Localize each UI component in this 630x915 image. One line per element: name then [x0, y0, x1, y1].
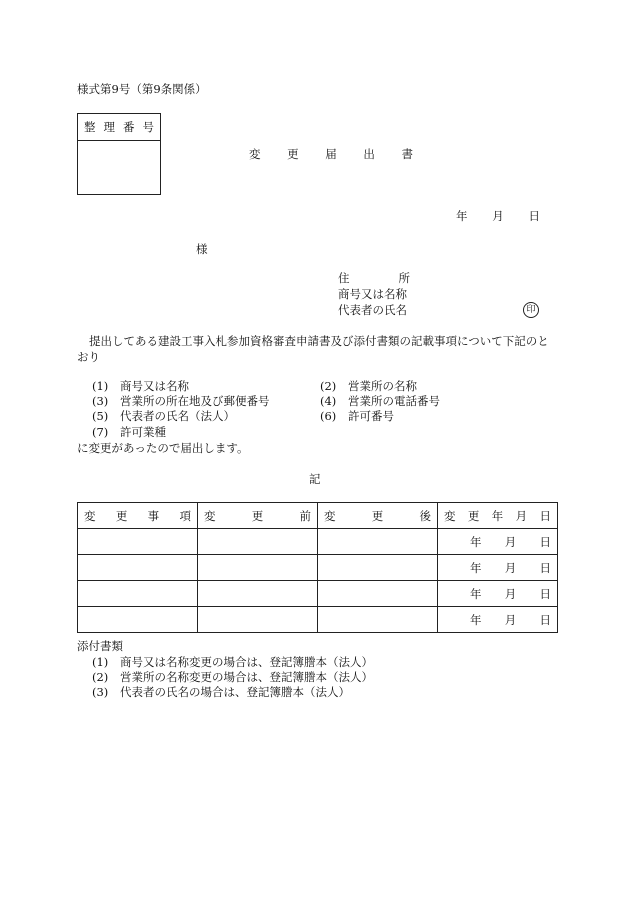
header-char: 年: [491, 508, 504, 523]
change-date-cell[interactable]: [438, 607, 558, 633]
attachment-item: [92, 657, 373, 669]
header-char: 変: [444, 508, 456, 523]
item-text: 許可番号: [348, 409, 394, 423]
list-item: [92, 381, 189, 393]
table-row: [78, 555, 558, 581]
date-day: 日: [539, 612, 551, 627]
change-item-cell[interactable]: [78, 607, 198, 633]
closing-sentence: に変更があったので届出します。: [77, 441, 249, 455]
reference-number-label: [78, 114, 160, 141]
attachment-number: (1): [92, 655, 109, 669]
before-change-cell[interactable]: [198, 607, 318, 633]
header-char: 項: [179, 508, 191, 523]
date-month: 月: [492, 209, 504, 223]
item-number: (6): [320, 409, 337, 423]
header-char: 更: [115, 508, 128, 523]
seal-mark: 印: [523, 302, 539, 318]
after-change-cell[interactable]: [318, 581, 438, 607]
date-day: 日: [528, 209, 540, 223]
header-change-date: [438, 503, 558, 529]
date-day: 日: [539, 534, 551, 549]
attachment-number: (3): [92, 685, 109, 699]
applicant-representative-label: 代表者の氏名: [338, 303, 407, 317]
title-char: 書: [401, 147, 413, 161]
applicant-trade-name-label: 商号又は名称: [338, 287, 407, 301]
item-text: 営業所の電話番号: [348, 394, 440, 408]
attachment-item: [92, 687, 350, 699]
item-text: 許可業種: [120, 425, 166, 439]
header-char: 変: [84, 508, 96, 523]
document-title: [249, 149, 413, 161]
table-row: [78, 529, 558, 555]
header-before-change: [198, 503, 318, 529]
table-row: [78, 581, 558, 607]
date-month: 月: [504, 534, 517, 549]
list-item: [92, 396, 270, 408]
item-text: 商号又は名称: [120, 379, 189, 393]
header-char: 日: [539, 508, 551, 523]
header-char: 更: [371, 508, 384, 523]
attachments-title: 添付書類: [77, 639, 123, 653]
date-year: 年: [470, 560, 482, 575]
ref-char: 理: [103, 120, 115, 134]
form-number: 様式第9号（第9条関係）: [77, 82, 207, 96]
change-table: [77, 502, 558, 633]
intro-paragraph: 提出してある建設工事入札参加資格審査申請書及び添付書類の記載事項について下記のとおり: [77, 334, 549, 364]
item-number: (7): [92, 425, 109, 439]
after-change-cell[interactable]: [318, 607, 438, 633]
attachment-text: 商号又は名称変更の場合は、登記簿謄本（法人）: [120, 655, 373, 669]
change-item-cell[interactable]: [78, 581, 198, 607]
date-year: 年: [470, 612, 482, 627]
change-date-cell[interactable]: [438, 555, 558, 581]
item-text: 代表者の氏名（法人）: [120, 409, 235, 423]
header-char: 更: [467, 508, 480, 523]
header-char: 前: [299, 508, 311, 523]
ref-char: 整: [84, 120, 96, 134]
date-year: 年: [456, 209, 468, 223]
date-day: 日: [539, 586, 551, 601]
attachment-number: (2): [92, 670, 109, 684]
reference-number-box: [77, 113, 161, 195]
ref-char: 号: [142, 120, 154, 134]
applicant-address-label: [338, 273, 410, 285]
date-month: 月: [504, 560, 517, 575]
after-change-cell[interactable]: [318, 529, 438, 555]
header-char: 事: [147, 508, 160, 523]
date-year: 年: [470, 534, 482, 549]
attachment-text: 営業所の名称変更の場合は、登記簿謄本（法人）: [120, 670, 373, 684]
header-char: 後: [419, 508, 431, 523]
list-item: [92, 411, 235, 423]
header-after-change: [318, 503, 438, 529]
address-char: 住: [338, 271, 350, 285]
title-char: 更: [287, 147, 299, 161]
title-char: 出: [363, 147, 375, 161]
ki-heading: 記: [309, 472, 321, 486]
addressee-suffix: 様: [196, 242, 208, 256]
address-char: 所: [398, 271, 410, 285]
item-number: (5): [92, 409, 109, 423]
header-char: 変: [204, 508, 216, 523]
attachment-text: 代表者の氏名の場合は、登記簿謄本（法人）: [120, 685, 350, 699]
item-number: (2): [320, 379, 337, 393]
reference-number-field[interactable]: [78, 141, 160, 194]
ref-char: 番: [123, 120, 135, 134]
change-date-cell[interactable]: [438, 581, 558, 607]
date-month: 月: [504, 586, 517, 601]
date-year: 年: [470, 586, 482, 601]
title-char: 届: [325, 147, 337, 161]
date-line: [456, 211, 540, 223]
list-item: [320, 396, 440, 408]
item-number: (4): [320, 394, 337, 408]
change-item-cell[interactable]: [78, 529, 198, 555]
before-change-cell[interactable]: [198, 529, 318, 555]
list-item: [320, 411, 394, 423]
date-day: 日: [539, 560, 551, 575]
item-number: (3): [92, 394, 109, 408]
change-item-cell[interactable]: [78, 555, 198, 581]
after-change-cell[interactable]: [318, 555, 438, 581]
header-char: 更: [251, 508, 264, 523]
list-item: [320, 381, 417, 393]
before-change-cell[interactable]: [198, 555, 318, 581]
list-item: [92, 427, 166, 439]
before-change-cell[interactable]: [198, 581, 318, 607]
attachment-item: [92, 672, 373, 684]
change-date-cell[interactable]: [438, 529, 558, 555]
table-row: [78, 607, 558, 633]
header-char: 月: [515, 508, 528, 523]
item-text: 営業所の所在地及び郵便番号: [120, 394, 270, 408]
header-char: 変: [324, 508, 336, 523]
item-text: 営業所の名称: [348, 379, 417, 393]
table-header-row: [78, 503, 558, 529]
title-char: 変: [249, 147, 261, 161]
item-number: (1): [92, 379, 109, 393]
date-month: 月: [504, 612, 517, 627]
header-change-item: [78, 503, 198, 529]
